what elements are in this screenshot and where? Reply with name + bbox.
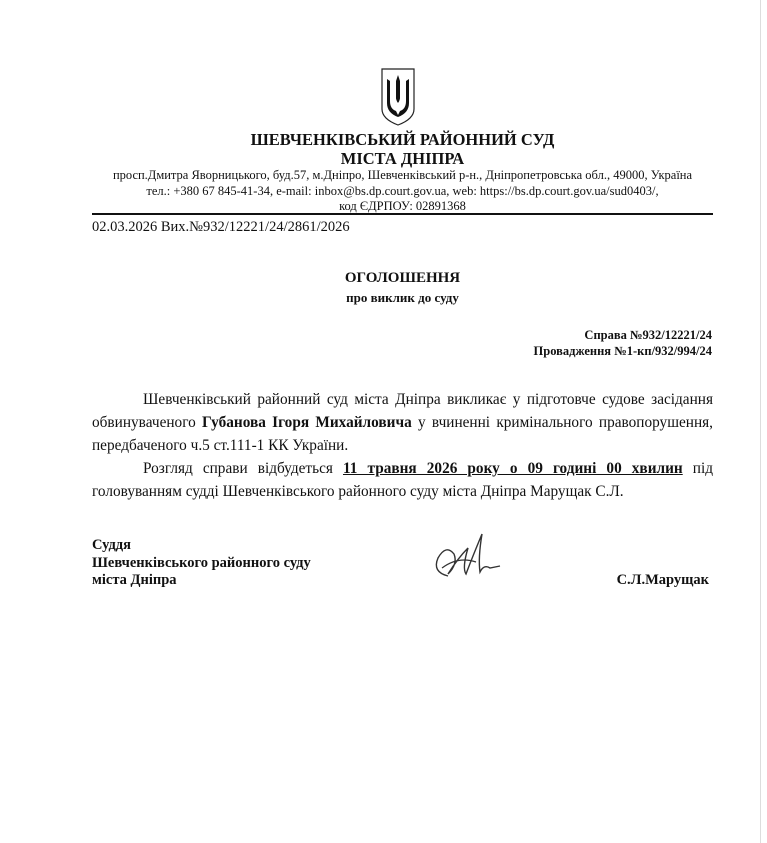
case-number: Справа №932/12221/24 [584,328,712,342]
judge-title: Суддя [92,537,131,553]
handwritten-signature-icon [428,528,508,584]
outgoing-number: 02.03.2026 Вих.№932/12221/24/2861/2026 [92,219,350,235]
paragraph-summons: Шевченківський районний суд міста Дніпра викликає у підготовче судове засідання обвинуваченого Губанова Ігоря Михайловича у вчиненні кримінального правопорушення, передбаченого ч.5 ст.111-1 КК України. [92,391,714,454]
page-edge [760,0,761,843]
court-code: код ЄДРПОУ: 02891368 [339,199,466,213]
signer-name: С.Л.Марущак [616,572,709,588]
paragraph-hearing: Розгляд справи відбудеться 11 травня 2026 року о 09 годині 00 хвилин під головуванням судді Шевченківського районного суду міста Дніпра Марущак С.Л. [92,460,714,500]
court-name-line2: МІСТА ДНІПРА [340,149,465,168]
document-title: ОГОЛОШЕННЯ [344,270,461,286]
hearing-date: 11 травня 2026 року о 09 годині 00 хвилин [342,460,683,477]
signature-block [92,537,311,590]
court-name-line1: ШЕВЧЕНКІВСЬКИЙ РАЙОННИЙ СУД [250,130,555,149]
proceeding-number: Провадження №1-кп/932/994/24 [533,344,712,358]
judge-court: Шевченківського районного суду [92,554,311,571]
court-address: просп.Дмитра Яворницького, буд.57, м.Дніпро, Шевченківський р-н., Дніпропетровська обл., 49000, Україна [112,168,693,182]
defendant-name: Губанова Ігоря Михайловича [202,414,412,431]
court-contacts: тел.: +380 67 845-41-34, e-mail: inbox@bs.dp.court.gov.ua, web: https://bs.dp.court.gov.ua/sud0403/, [146,184,659,198]
header-divider [92,213,713,215]
judge-city: міста Дніпра [92,572,177,588]
trident-emblem-icon [380,67,416,127]
announcement-body [92,388,713,503]
document-subtitle: про виклик до суду [346,290,459,305]
